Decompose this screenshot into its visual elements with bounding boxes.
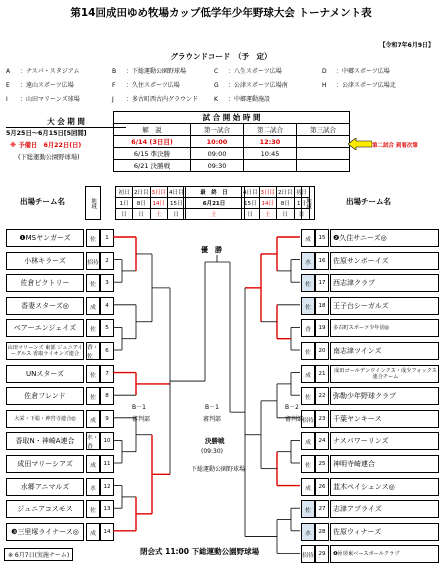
team-area: 水 (301, 523, 315, 541)
team-name: 西志津クラブ (330, 274, 439, 292)
team-number: 21 (315, 365, 329, 383)
team-name: 佐原ウィナーズ (330, 523, 439, 541)
team-number: 4 (100, 297, 114, 315)
team-number: 27 (315, 500, 329, 518)
team-number: 6 (100, 342, 114, 360)
team-name: 山田マリーンズ 東部 ジュニアイーグルス 香取ライオンズ連合 (6, 342, 84, 360)
col-label: 解 説 (114, 124, 191, 136)
team-area: 招待 (86, 252, 100, 270)
ground-code-name: ：多古町西古内グラウンド (126, 96, 199, 103)
team-name: 佐倉フレンド (6, 387, 84, 405)
team-name: ❷久住サニーズ◎ (330, 229, 439, 247)
team-area: 佐 (301, 455, 315, 473)
team-area: 水・香 (86, 432, 100, 450)
left-area-header: 地域 (85, 186, 101, 220)
team-number: 11 (100, 455, 114, 473)
row-first: 09:00 (191, 148, 244, 160)
team-area: 招待 (301, 545, 315, 563)
ground-code-name: ：遠山スポーツ広場 (20, 82, 74, 89)
team-name: 王子台シーガルズ (330, 297, 439, 315)
team-area: 香・佐 (86, 342, 100, 360)
ground-code-letter: A (6, 68, 11, 75)
ground-code-letter: I (6, 96, 8, 103)
ground-code-letter: E (6, 82, 10, 89)
team-name: 小林キラーズ (6, 252, 84, 270)
right-team-header: 出場チーム名 (346, 197, 391, 206)
ground-code-name: ：公津スポーツ広場北 (336, 82, 396, 89)
team-name: 成田ゴールデンウインクス・成少フォックス連合チーム (330, 365, 439, 383)
team-area: 佐 (86, 229, 100, 247)
round-weekday: 日 (242, 209, 260, 220)
team-area: 佐 (301, 274, 315, 292)
round-date: 15日 (168, 198, 186, 209)
team-name: 佐原サンボーイズ (330, 252, 439, 270)
ground-code-letter: D (322, 68, 327, 75)
team-number: 25 (315, 455, 329, 473)
left-team-header: 出場チーム名 (20, 197, 65, 206)
final-ref: 審判部 (203, 416, 222, 423)
team-number: 5 (100, 319, 114, 337)
round-weekday: 日 (294, 209, 309, 220)
period-heading: 大 会 期 間 (6, 116, 126, 128)
team-number: 2 (100, 252, 114, 270)
right-semi-ref: 審判部 (285, 416, 304, 423)
period-range: 5月25日～6月15日[5回間] (6, 130, 87, 137)
team-area: 水 (86, 478, 100, 496)
bottom-note: ※ 6月7日(実施ナーム) (4, 548, 73, 561)
round-date: 15日 (242, 198, 260, 209)
team-number: 10 (100, 432, 114, 450)
team-number: 3 (100, 274, 114, 292)
round-date: 14日 (150, 198, 168, 209)
ground-code-name: ：下総運動公園野球場 (126, 68, 187, 75)
team-area: 佐 (86, 274, 100, 292)
row-second: 10:45 (244, 148, 297, 160)
team-number: 9 (100, 410, 114, 428)
team-area: 佐 (301, 297, 315, 315)
team-name: 成田マリーシアズ (6, 455, 84, 473)
team-number: 23 (315, 410, 329, 428)
ground-code-name: ：山田マリーンズ球場 (20, 96, 80, 103)
team-area: 佐 (301, 387, 315, 405)
ground-code-letter: J (112, 96, 114, 103)
ground-code-letter: B (112, 68, 117, 75)
final-place: 下総運動公園野球場 (191, 466, 246, 473)
team-area: 佐 (86, 387, 100, 405)
team-area: 成 (301, 432, 315, 450)
round-day: 2日目 (277, 187, 295, 198)
team-area: 成 (301, 365, 315, 383)
round-day: 4日目 (242, 187, 260, 198)
round-weekday: 日 (277, 209, 295, 220)
rain-date: ※ 予備日 6月22日(日) (10, 142, 82, 149)
right-area-header: 地域 (301, 186, 315, 220)
ground-code-name: ：中郷運動施設 (228, 96, 271, 103)
team-name: UNスターズ (6, 365, 84, 383)
team-name: ベアーエンジェイズ (6, 319, 84, 337)
team-name: 香妻スターズ◎ (6, 297, 84, 315)
ground-code-letter: K (214, 96, 218, 103)
round-day: 3日目 (150, 187, 168, 198)
team-name: 佐倉ビクトリー (6, 274, 84, 292)
round-day: 初日 (294, 187, 309, 198)
row-label: 6/14 (3日目) (114, 136, 191, 148)
page-title: 第14回成田ゆめ牧場カップ低学年少年野球大会 トーナメント表 (70, 7, 372, 19)
team-number: 17 (315, 274, 329, 292)
team-area: 佐 (301, 342, 315, 360)
row-second: 12:30 (244, 136, 297, 148)
ground-code-letter: C (214, 68, 219, 75)
final-code: B－1 (205, 404, 219, 411)
team-area: 佐 (86, 500, 100, 518)
team-area: 佐 (86, 365, 100, 383)
team-number: 24 (315, 432, 329, 450)
final-date: 6月21日 (184, 198, 245, 209)
team-number: 29 (315, 545, 329, 563)
col-second: 第二試合 (244, 124, 297, 136)
round-day: 3日目 (259, 187, 277, 198)
col-first: 第一試合 (191, 124, 244, 136)
ground-code-name: ：久住スポーツ広場 (126, 82, 180, 89)
row-first: 09:30 (191, 160, 244, 172)
team-name: ❶MSヤンガーズ (6, 229, 84, 247)
ground-code-title: グラウンドコード （予 定） (170, 52, 272, 61)
team-name: 志津アプライズ (330, 500, 439, 518)
team-area: 香 (301, 319, 315, 337)
round-day: 初日 (116, 187, 133, 198)
team-number: 18 (315, 297, 329, 315)
team-name: ❸三里塚ライナース◎ (6, 523, 84, 541)
team-name: 水郷アニマルズ (6, 478, 84, 496)
left-semi-ref: 審判部 (132, 416, 151, 423)
left-semi-code: B－1 (132, 404, 146, 411)
team-number: 13 (100, 500, 114, 518)
team-name: 大栄・下総・神宮寺連合◎ (6, 410, 84, 428)
col-third: 第三試合 (297, 124, 350, 136)
ground-code-letter: G (214, 82, 219, 89)
rain-place: (下総運動公園野球場) (18, 154, 80, 161)
row-label: 6/15 準決勝 (114, 148, 191, 160)
team-number: 12 (100, 478, 114, 496)
ground-code-letter: F (112, 82, 116, 89)
team-number: 26 (315, 478, 329, 496)
team-name: 南志津ツインズ (330, 342, 439, 360)
team-number: 28 (315, 523, 329, 541)
team-name: ナスパワーリンズ (330, 432, 439, 450)
round-weekday: 土 (150, 209, 168, 220)
team-name: 香取N・神崎A連合 (6, 432, 84, 450)
team-number: 22 (315, 387, 329, 405)
team-area: 成 (86, 455, 100, 473)
final-day: 最 終 日 (184, 187, 245, 198)
team-number: 19 (315, 319, 329, 337)
round-weekday: 日 (168, 209, 186, 220)
row-label: 6/21 決勝戦 (114, 160, 191, 172)
team-area: 成 (86, 297, 100, 315)
round-weekday: 土 (259, 209, 277, 220)
final-weekday: 土 (184, 209, 245, 220)
second-game-note: 第二試合 到着次第 (372, 143, 418, 149)
team-area: 招待 (301, 410, 315, 428)
team-name: ジュニアコスモス (6, 500, 84, 518)
team-area: 成 (301, 229, 315, 247)
team-area: 佐 (86, 319, 100, 337)
final-time: (09:30) (201, 448, 223, 455)
team-number: 20 (315, 342, 329, 360)
team-number: 7 (100, 365, 114, 383)
start-time-heading: 試 合 開 始 時 間 (114, 112, 350, 124)
team-area: 佐 (301, 500, 315, 518)
team-area: 成 (301, 478, 315, 496)
ground-code-name: ：公津スポーツ広場南 (228, 82, 288, 89)
closing-ceremony: 閉会式 11:00 下総運動公園野球場 (140, 547, 260, 556)
team-name: 千葉ヤンキース (330, 410, 439, 428)
round-day: 4日目 (168, 187, 186, 198)
team-name: ❹匝瑳東ベースボールクラブ (330, 545, 439, 563)
round-date: 1日 (116, 198, 133, 209)
right-semi-code: B－2 (285, 404, 299, 411)
ground-code-name: ：ナスパ・スタジアム (20, 68, 80, 75)
team-number: 14 (100, 523, 114, 541)
team-area: 水 (301, 252, 315, 270)
round-date: 8日 (133, 198, 151, 209)
round-date: 14日 (259, 198, 277, 209)
issue-date: 【令和7年6月9日】 (379, 42, 434, 49)
team-name: 神明寺崎連合 (330, 455, 439, 473)
ground-code-name: ：八生スポーツ広場 (228, 68, 282, 75)
round-weekday: 日 (116, 209, 133, 220)
team-number: 16 (315, 252, 329, 270)
team-number: 8 (100, 387, 114, 405)
round-date: 1日 (294, 198, 309, 209)
round-weekday: 日 (133, 209, 151, 220)
team-name: 多古町スポーツ少年団◎ (330, 319, 439, 337)
team-number: 1 (100, 229, 114, 247)
team-number: 15 (315, 229, 329, 247)
team-area: 成 (86, 410, 100, 428)
row-first: 10:00 (191, 136, 244, 148)
champion-label: 優 勝 (201, 246, 222, 254)
team-name: 韮木ペイシェンス◎ (330, 478, 439, 496)
round-date: 8日 (277, 198, 295, 209)
team-area: 成 (86, 523, 100, 541)
ground-code-name: ：中郷スポーツ広場 (336, 68, 390, 75)
ground-code-letter: H (322, 82, 327, 89)
round-day: 2日目 (133, 187, 151, 198)
team-name: 弥勒少年野球クラブ (330, 387, 439, 405)
final-title: 決勝戦 (205, 437, 225, 445)
